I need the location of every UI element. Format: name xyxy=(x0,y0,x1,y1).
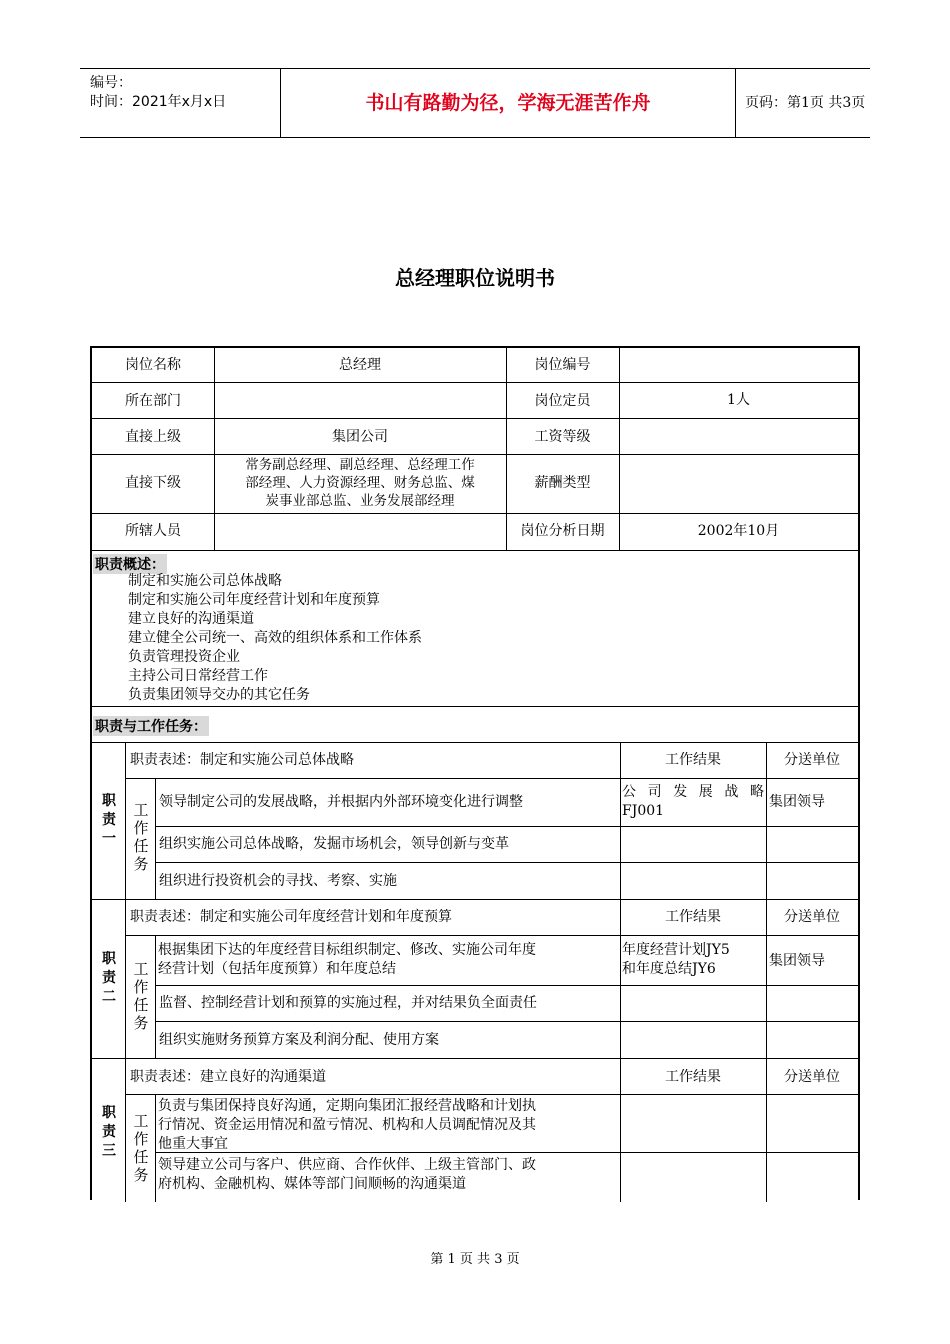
salary-grade-label: 工资等级 xyxy=(534,429,591,445)
overview-heading: 职责概述： xyxy=(93,554,167,574)
task-text: 组织实施公司总体战略，发掘市场机会，领导创新与变革 xyxy=(159,836,509,852)
page-footer: 第 1 页 共 3 页 xyxy=(430,1252,520,1267)
task-label-text: 工作任务 xyxy=(133,801,149,873)
task-result-line: FJ001 xyxy=(622,803,665,819)
subordinate-line: 部经理、人力资源经理、财务总监、煤 xyxy=(245,475,475,491)
analysis-date-value: 2002年10月 xyxy=(697,523,780,539)
result-header: 工作结果 xyxy=(665,1069,721,1085)
duty-label-text: 职责三 xyxy=(102,1105,116,1159)
task-text-line: 他重大事宜 xyxy=(158,1136,228,1152)
department-label: 所在部门 xyxy=(125,393,181,409)
overview-item: 建立健全公司统一、高效的组织体系和工作体系 xyxy=(128,630,422,646)
overview-item: 主持公司日常经营工作 xyxy=(128,668,268,684)
task-label xyxy=(132,1112,150,1184)
task-text: 组织进行投资机会的寻找、考察、实施 xyxy=(159,873,397,889)
task-text: 监督、控制经营计划和预算的实施过程，并对结果负全面责任 xyxy=(159,995,537,1011)
result-header: 工作结果 xyxy=(665,909,721,925)
task-text xyxy=(158,1097,618,1154)
task-text xyxy=(158,941,618,979)
analysis-date-label: 岗位分析日期 xyxy=(520,523,605,539)
document-title: 总经理职位说明书 xyxy=(395,266,555,290)
task-result-line: 公 司 发 展 战 略 xyxy=(622,784,764,800)
recipient-header: 分送单位 xyxy=(784,752,840,768)
overview-item: 制定和实施公司总体战略 xyxy=(128,573,282,589)
overview-item: 制定和实施公司年度经营计划和年度预算 xyxy=(128,592,380,608)
superior-label: 直接上级 xyxy=(125,429,181,445)
staff-label: 所辖人员 xyxy=(125,523,181,539)
task-text-line: 负责与集团保持良好沟通，定期向集团汇报经营战略和计划执 xyxy=(158,1098,536,1114)
duty-label xyxy=(99,792,119,849)
duty-statement: 职责表述：制定和实施公司年度经营计划和年度预算 xyxy=(130,909,452,925)
page-header xyxy=(80,68,870,138)
task-text-line: 领导建立公司与客户、供应商、合作伙伴、上级主管部门、政 xyxy=(158,1157,536,1173)
overview-item: 建立良好的沟通渠道 xyxy=(128,611,254,627)
headcount-label: 岗位定员 xyxy=(534,393,591,409)
header-page-number: 页码：第1页 共3页 xyxy=(745,95,866,111)
doc-date: 时间：2021年x月x日 xyxy=(90,94,227,110)
task-label xyxy=(132,801,150,873)
result-header: 工作结果 xyxy=(665,752,721,768)
headcount-value: 1人 xyxy=(727,392,750,408)
task-recipient: 集团领导 xyxy=(769,794,825,810)
position-name-label: 岗位名称 xyxy=(125,357,181,373)
duty-label xyxy=(99,1104,119,1161)
task-text xyxy=(158,1156,618,1194)
duties-heading: 职责与工作任务： xyxy=(93,716,209,736)
subordinate-label: 直接下级 xyxy=(125,475,181,491)
position-name-value: 总经理 xyxy=(339,357,381,373)
task-text-line: 行情况、资金运用情况和盈亏情况、机构和人员调配情况及其 xyxy=(158,1117,536,1133)
header-left xyxy=(80,69,280,137)
task-text: 组织实施财务预算方案及利润分配、使用方案 xyxy=(159,1032,439,1048)
task-result xyxy=(622,783,764,821)
job-description-table xyxy=(90,346,860,1200)
task-result-line: 和年度总结JY6 xyxy=(622,961,716,977)
task-recipient: 集团领导 xyxy=(769,953,825,969)
task-text-line: 府机构、金融机构、媒体等部门间顺畅的沟通渠道 xyxy=(158,1176,466,1192)
task-text-line: 根据集团下达的年度经营目标组织制定、修改、实施公司年度 xyxy=(158,942,536,958)
doc-code-label: 编号： xyxy=(90,75,132,91)
task-label-text: 工作任务 xyxy=(133,960,149,1032)
task-text: 领导制定公司的发展战略，并根据内外部环境变化进行调整 xyxy=(159,794,523,810)
subordinate-line: 常务副总经理、副总经理、总经理工作 xyxy=(245,457,475,473)
overview-item: 负责集团领导交办的其它任务 xyxy=(128,687,310,703)
duty-label-text: 职责一 xyxy=(102,793,116,847)
duty-statement: 职责表述：建立良好的沟通渠道 xyxy=(130,1069,326,1085)
recipient-header: 分送单位 xyxy=(784,1069,840,1085)
task-label xyxy=(132,960,150,1032)
overview-item: 负责管理投资企业 xyxy=(128,649,240,665)
pay-type-label: 薪酬类型 xyxy=(534,475,591,491)
subordinate-line: 炭事业部总监、业务发展部经理 xyxy=(265,493,455,509)
position-code-label: 岗位编号 xyxy=(534,357,591,373)
recipient-header: 分送单位 xyxy=(784,909,840,925)
duty-label-text: 职责二 xyxy=(102,951,116,1005)
task-text-line: 经营计划（包括年度预算）和年度总结 xyxy=(158,961,396,977)
task-result xyxy=(622,941,768,979)
overview-list xyxy=(128,572,828,705)
task-label-text: 工作任务 xyxy=(133,1112,149,1184)
duty-statement: 职责表述：制定和实施公司总体战略 xyxy=(130,752,354,768)
task-result-line: 年度经营计划JY5 xyxy=(622,942,730,958)
superior-value: 集团公司 xyxy=(332,429,388,445)
header-motto: 书山有路勤为径，学海无涯苦作舟 xyxy=(280,69,736,137)
duty-label xyxy=(99,950,119,1007)
subordinate-value xyxy=(216,456,504,510)
